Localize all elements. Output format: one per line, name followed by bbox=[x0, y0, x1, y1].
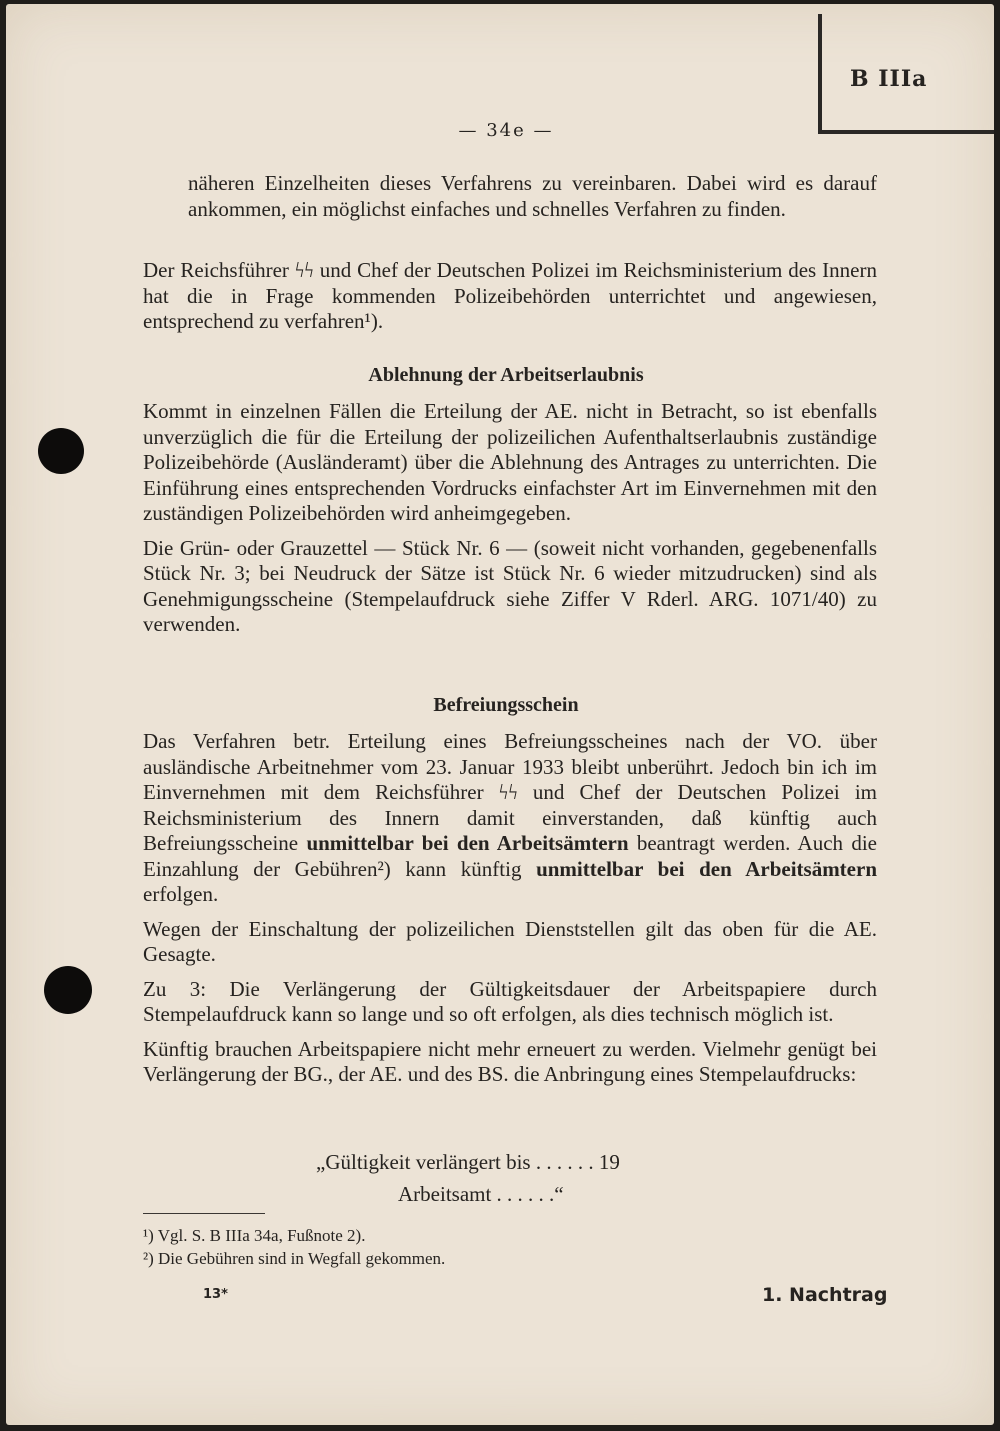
section-label: B IIIa bbox=[850, 66, 928, 92]
zu-3-paragraph: Zu 3: Die Verlängerung der Gültigkeitsdauer der Arbeitspapiere durch Stempelaufdruck kann so lange und so oft erfolgen, als dies technisch möglich ist. bbox=[143, 976, 877, 1026]
section1-body bbox=[143, 399, 877, 647]
grauzettel-paragraph: Die Grün- oder Grauzettel — Stück Nr. 6 — (soweit nicht vorhanden, gegebenenfalls Stück Nr. 3; bei Neudruck der Sätze ist Stück Nr. 6 wieder mitzudrucken) sind als Genehmigungsscheine (Stempelaufdruck siehe Ziffer V Rderl. ARG. 1071/40) zu verwenden. bbox=[143, 535, 877, 636]
stamp-line-1: „Gültigkeit verlängert bis . . . . . . 19 bbox=[316, 1150, 620, 1174]
heading-ablehnung: Ablehnung der Arbeitserlaubnis bbox=[368, 364, 644, 386]
supplement-label: 1. Nachtrag bbox=[762, 1284, 888, 1306]
punch-hole-top bbox=[38, 428, 84, 474]
section2-body bbox=[143, 729, 877, 1097]
footnote-2: ²) Die Gebühren sind in Wegfall gekommen. bbox=[143, 1249, 446, 1268]
signature-mark: 13* bbox=[203, 1287, 228, 1302]
stamp-line-2: Arbeitsamt . . . . . .“ bbox=[398, 1182, 564, 1206]
police-paragraph: Der Reichsführer ϟϟ und Chef der Deutschen Polizei im Reichsministerium des Innern hat die in Frage kommenden Polizeibehörden unterrichtet und angewiesen, entsprechend zu verfahren¹). bbox=[143, 258, 877, 333]
befreiungsschein-paragraph bbox=[143, 729, 877, 908]
section-box bbox=[818, 14, 994, 134]
punch-hole-bottom bbox=[44, 966, 92, 1014]
page-number: — 34e — bbox=[458, 120, 554, 141]
emphasis-text: unmittelbar bei den Arbeitsämtern bbox=[306, 831, 629, 855]
text-run: beantragt werden. Auch die Einzahlung der Gebühren²) kann künftig bbox=[143, 831, 877, 881]
arbeitspapiere-paragraph: Künftig brauchen Arbeitspapiere nicht mehr erneuert zu werden. Vielmehr genügt bei Verlängerung der BG., der AE. und des BS. die Anbringung eines Stempelaufdrucks: bbox=[143, 1036, 877, 1086]
footnote-1: ¹) Vgl. S. B IIIa 34a, Fußnote 2). bbox=[143, 1226, 366, 1245]
emphasis-text: unmittelbar bei den Arbeitsämtern bbox=[536, 856, 877, 881]
document-page bbox=[6, 4, 994, 1425]
einschaltung-paragraph: Wegen der Einschaltung der polizeilichen Dienststellen gilt das oben für die AE. Gesagte. bbox=[143, 916, 877, 966]
ablehnung-paragraph: Kommt in einzelnen Fällen die Erteilung der AE. nicht in Betracht, so ist ebenfalls unverzüglich die für die Erteilung der polizeilichen Aufenthaltserlaubnis zuständige Polizeibehörde (Ausländeramt) über die Ablehnung des Antrages zu unterrichten. Die Einführung eines entsprechenden Vordrucks einfachster Art im Einvernehmen mit den zuständigen Polizeibehörden wird anheimgegeben. bbox=[143, 399, 877, 525]
text-run: Das Verfahren betr. Erteilung eines Befreiungsscheines nach der VO. über ausländische Arbeitnehmer vom 23. Januar 1933 bleibt unberührt. Jedoch bin ich im Einvernehmen mit dem Reichsführer ϟϟ und Chef der Deutschen Polizei im Reichsministerium des Innern damit einverstanden, daß künftig auch Befreiungsscheine bbox=[143, 729, 877, 855]
heading-befreiungsschein: Befreiungsschein bbox=[433, 694, 579, 716]
text-run: erfolgen. bbox=[143, 882, 219, 906]
intro-continued-paragraph: näheren Einzelheiten dieses Verfahrens zu vereinbaren. Dabei wird es darauf ankommen, ein möglichst einfaches und schnelles Verfahren zu finden. bbox=[188, 171, 877, 221]
footnote-divider bbox=[143, 1213, 265, 1214]
